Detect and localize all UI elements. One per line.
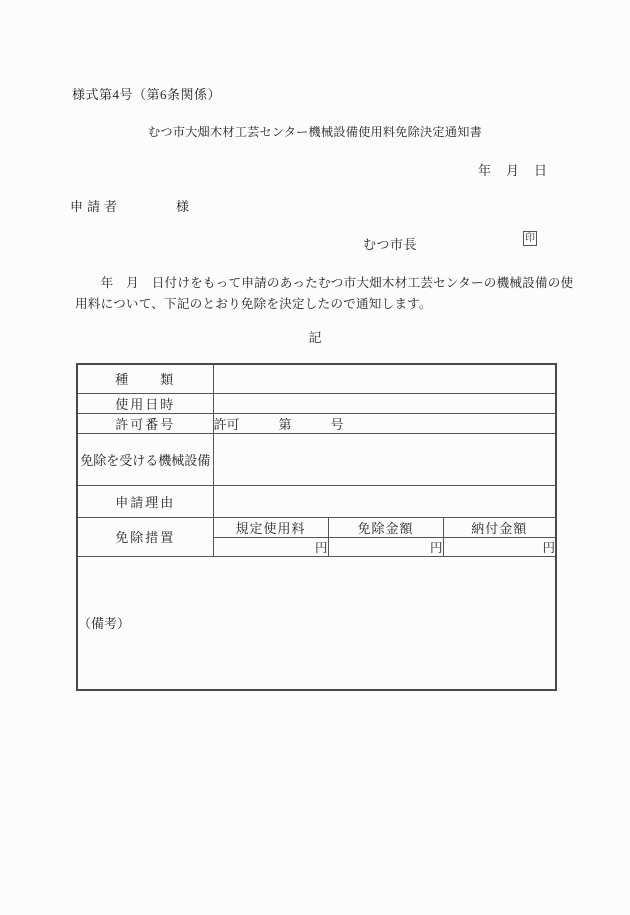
body-line-2: 用料について、下記のとおり免除を決定したので通知します。 <box>75 297 432 311</box>
seal-placeholder-icon: 印 <box>525 233 535 244</box>
record-heading: 記 <box>308 330 322 345</box>
equipment-label-cell: 免除を受ける機械設備 <box>77 433 213 485</box>
table-row-equipment <box>77 433 556 485</box>
standard-fee-unit-cell: 円 <box>213 537 328 556</box>
table-row-permit-number <box>77 413 556 433</box>
body-line-1: 年 月 日付けをもって申請のあったむつ市大畑木材工芸センターの機械設備の使 <box>75 276 574 290</box>
table-row-remarks <box>77 556 556 690</box>
payment-amount-header-cell: 納付金額 <box>443 517 556 537</box>
details-table <box>76 363 557 691</box>
reason-value-cell <box>213 485 556 517</box>
applicant-label: 申請者 <box>70 199 122 214</box>
type-label-cell: 種 類 <box>77 364 213 393</box>
table-row-exemption-header <box>77 517 556 537</box>
reason-label-cell: 申請理由 <box>77 485 213 517</box>
page-title: むつ市大畑木材工芸センター機械設備使用料免除決定通知書 <box>148 125 482 139</box>
mayor-label: むつ市長 <box>363 237 418 252</box>
type-value-cell <box>213 364 556 393</box>
permit-value-cell: 許可 第 号 <box>213 413 556 433</box>
datetime-label-cell: 使用日時 <box>77 393 213 413</box>
standard-fee-header-cell: 規定使用料 <box>213 517 328 537</box>
exempt-amount-header-cell: 免除金額 <box>328 517 443 537</box>
datetime-value-cell <box>213 393 556 413</box>
payment-amount-unit-cell: 円 <box>443 537 556 556</box>
date-line: 年 月 日 <box>478 163 549 178</box>
table-row-datetime <box>77 393 556 413</box>
table-row-reason <box>77 485 556 517</box>
remarks-cell: （備考） <box>77 556 556 690</box>
exempt-amount-unit-cell: 円 <box>328 537 443 556</box>
table-row-type <box>77 364 556 393</box>
equipment-value-cell <box>213 433 556 485</box>
form-number: 様式第4号（第6条関係） <box>72 87 222 102</box>
body-paragraph <box>75 273 575 315</box>
exemption-label-cell: 免除措置 <box>77 517 213 556</box>
applicant-honorific: 様 <box>176 199 190 214</box>
permit-label-cell: 許可番号 <box>77 413 213 433</box>
